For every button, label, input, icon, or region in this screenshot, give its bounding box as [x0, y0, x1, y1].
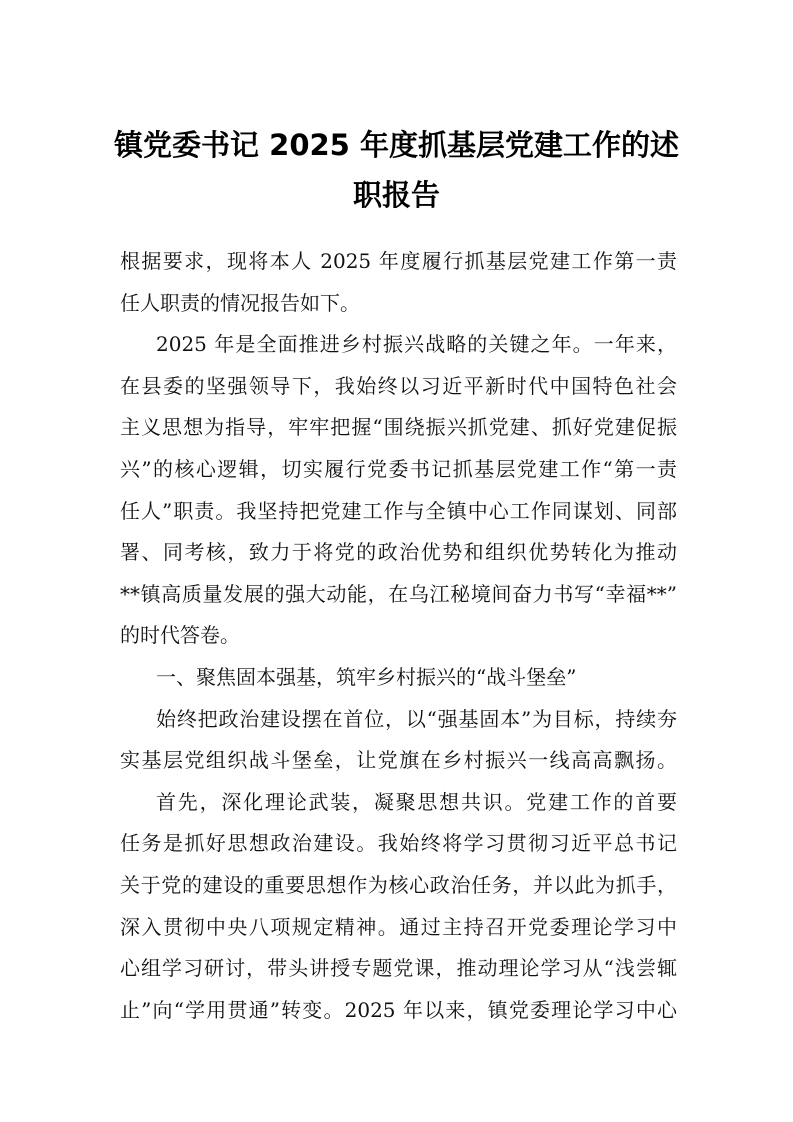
body-line: 主义思想为指导，牢牢把握“围绕振兴抓党建、抓好党建促振: [120, 415, 677, 440]
body-line: 深入贯彻中央八项规定精神。通过主持召开党委理论学习中: [120, 914, 677, 939]
body-line: 任务是抓好思想政治建设。我始终将学习贯彻习近平总书记: [120, 831, 677, 856]
body-line: 兴”的核心逻辑，切实履行党委书记抓基层党建工作“第一责: [120, 456, 677, 481]
body-line: 2025 年是全面推进乡村振兴战略的关键之年。一年来，: [156, 332, 677, 357]
body-line: 署、同考核，致力于将党的政治优势和组织优势转化为推动: [120, 540, 677, 565]
body-line: 在县委的坚强领导下，我始终以习近平新时代中国特色社会: [120, 373, 677, 398]
body-line: 首先，深化理论武装，凝聚思想共识。党建工作的首要: [156, 789, 677, 814]
body-line: 实基层党组织战斗堡垒，让党旗在乡村振兴一线高高飘扬。: [120, 748, 677, 773]
body-line: 心组学习研讨，带头讲授专题党课，推动理论学习从“浅尝辄: [120, 956, 677, 981]
body-line: 止”向“学用贯通”转变。2025 年以来，镇党委理论学习中心: [120, 997, 677, 1022]
section-heading: 一、聚焦固本强基，筑牢乡村振兴的“战斗堡垒”: [156, 664, 577, 689]
body-line: 根据要求，现将本人 2025 年度履行抓基层党建工作第一责: [120, 249, 677, 273]
body-line: 任人”职责。我坚持把党建工作与全镇中心工作同谋划、同部: [120, 498, 677, 523]
document-title-line-1: 镇党委书记 2025 年度抓基层党建工作的述: [114, 128, 679, 162]
body-line: 的时代答卷。: [120, 623, 240, 648]
body-line: **镇高质量发展的强大动能，在乌江秘境间奋力书写“幸福**”: [120, 581, 677, 606]
body-line: 任人职责的情况报告如下。: [120, 290, 360, 315]
document-body: [120, 241, 677, 1031]
body-line: 关于党的建设的重要思想作为核心政治任务，并以此为抓手，: [120, 872, 677, 897]
body-line: 始终把政治建设摆在首位，以“强基固本”为目标，持续夯: [156, 706, 677, 731]
document-title-line-2: 职报告: [352, 178, 440, 212]
